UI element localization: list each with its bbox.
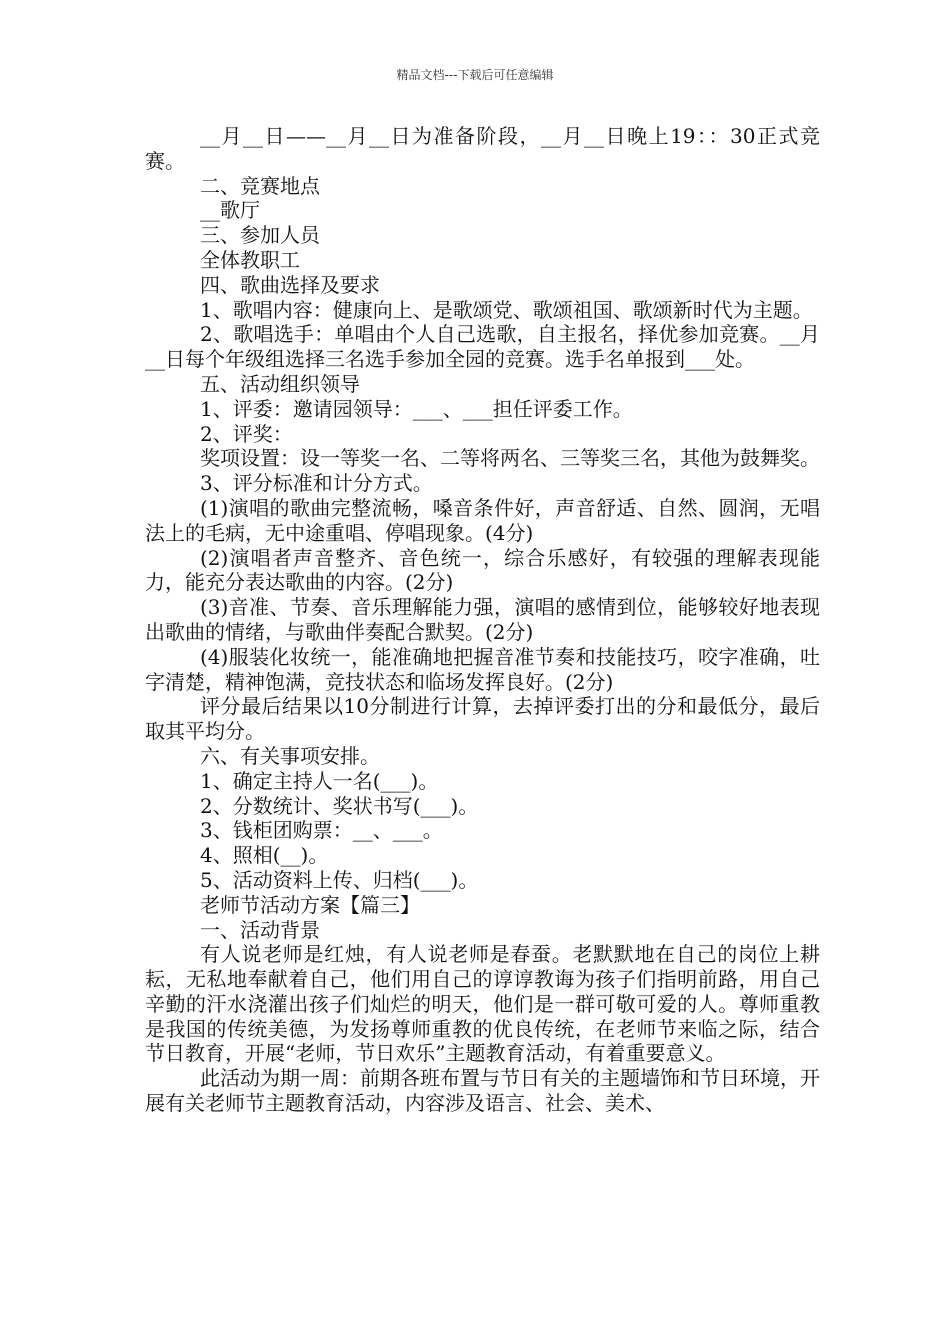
heading-background: 一、活动背景	[200, 917, 320, 942]
heading-arrangements: 六、有关事项安排。	[200, 743, 380, 768]
paragraph-participants: 全体教职工	[200, 247, 300, 272]
paragraph-scoring-heading: 3、评分标准和计分方式。	[200, 471, 433, 496]
paragraph-venue: __歌厅	[200, 198, 260, 223]
header-watermark: 精品文档---下载后可任意编辑	[396, 68, 554, 82]
paragraph-criterion-4: (4)服装化妆统一，能准确地把握音准节奏和技能技巧，咬字准确，吐字清楚，精神饱满，竞技状态和临场发挥良好。(2分)	[145, 644, 820, 694]
paragraph-schedule: __月__日——__月__日为准备阶段，__月__日晚上19：：30正式竞赛。	[145, 124, 820, 173]
paragraph-awards: 奖项设置：设一等奖一名、二等将两名、三等奖三名，其他为鼓舞奖。	[200, 446, 820, 471]
paragraph-arrangement-2: 2、分数统计、奖状书写(___)。	[200, 793, 479, 818]
paragraph-criterion-3: (3)音准、节奏、音乐理解能力强，演唱的感情到位，能够较好地表现出歌曲的情绪，与歌曲伴奏配合默契。(2分)	[145, 595, 820, 644]
paragraph-final-score: 评分最后结果以10分制进行计算，去掉评委打出的分和最低分，最后取其平均分。	[145, 694, 820, 744]
heading-plan-part-three: 老师节活动方案【篇三】	[200, 892, 420, 917]
paragraph-background: 有人说老师是红烛，有人说老师是春蚕。老默默地在自己的岗位上耕耘，无私地奉献着自己，他们用自己的谆谆教诲为孩子们指明前路，用自己辛勤的汗水浇灌出孩子们灿烂的明天，他们是一群可敬可爱的人。尊师重教是我国的传统美德，为发扬尊师重教的优良传统，在老师节来临之际，结合节日教育，开展“老师，节日欢乐”主题教育活动，有着重要意义。	[145, 942, 820, 1066]
paragraph-awards-heading: 2、评奖：	[200, 421, 293, 446]
paragraph-judges: 1、评委：邀请园领导：___、___担任评委工作。	[200, 396, 633, 421]
paragraph-duration: 此活动为期一周：前期各班布置与节日有关的主题墙饰和节日环境，开展有关老师节主题教育活动，内容涉及语言、社会、美术、	[145, 1066, 820, 1116]
paragraph-singers: 2、歌唱选手：单唱由个人自己选歌，自主报名，择优参加竞赛。__月__日每个年级组选择三名选手参加全园的竞赛。选手名单报到___处。	[145, 322, 820, 372]
heading-venue: 二、竞赛地点	[200, 173, 320, 198]
paragraph-criterion-1: (1)演唱的歌曲完整流畅，嗓音条件好，声音舒适、自然、圆润，无唱法上的毛病，无中途重唱、停唱现象。(4分)	[145, 495, 820, 545]
paragraph-arrangement-4: 4、照相(__)。	[200, 843, 329, 868]
paragraph-arrangement-1: 1、确定主持人一名(___)。	[200, 768, 439, 793]
heading-organization: 五、活动组织领导	[200, 371, 360, 396]
paragraph-arrangement-5: 5、活动资料上传、归档(___)。	[200, 867, 479, 892]
paragraph-arrangement-3: 3、钱柜团购票：__、___。	[200, 818, 443, 843]
paragraph-song-content: 1、歌唱内容：健康向上、是歌颂党、歌颂祖国、歌颂新时代为主题。	[200, 297, 813, 322]
heading-song-selection: 四、歌曲选择及要求	[200, 272, 380, 297]
document-body	[145, 124, 820, 1116]
heading-participants: 三、参加人员	[200, 223, 320, 248]
paragraph-criterion-2: (2)演唱者声音整齐、音色统一，综合乐感好，有较强的理解表现能力，能充分表达歌曲的内容。(2分)	[145, 545, 820, 595]
